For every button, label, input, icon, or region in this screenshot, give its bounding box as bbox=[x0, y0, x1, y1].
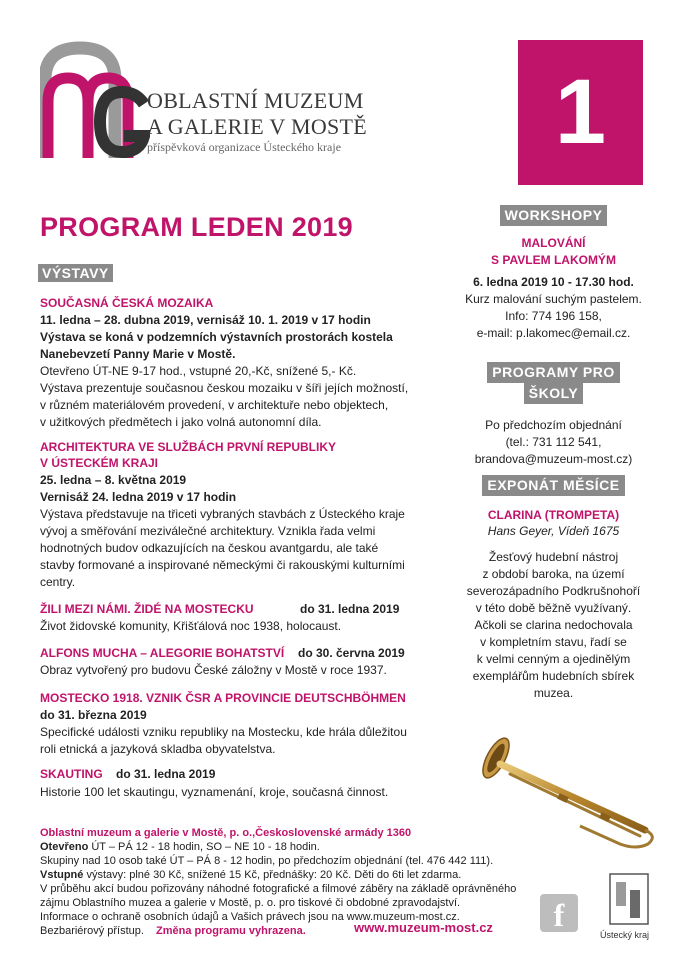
exhibit-text: Výstava představuje na třiceti vybraných stavbách z Ústeckého kraje bbox=[40, 507, 405, 521]
exponat-text: v kompletním stavu, řadí se bbox=[480, 635, 627, 649]
facebook-icon[interactable]: f bbox=[540, 894, 578, 932]
exhibit-title: V ÚSTECKÉM KRAJI bbox=[40, 456, 159, 470]
exponat-author: Hans Geyer, Vídeň 1675 bbox=[487, 524, 620, 538]
workshop-title: S PAVLEM LAKOMÝM bbox=[491, 253, 616, 267]
exponat-text: severozápadního Podkrušnohoří bbox=[466, 584, 641, 598]
exhibit-title: SOUČASNÁ ČESKÁ MOZAIKA bbox=[40, 296, 214, 310]
exhibit-title: ALFONS MUCHA – ALEGORIE BOHATSTVÍ bbox=[40, 646, 285, 660]
exhibit-date: 11. ledna – 28. dubna 2019, vernisáž 10. 1. 2019 v 17 hodin bbox=[40, 313, 371, 327]
exhibit-text: Specifické události vzniku republiky na Mostecku, kde hrála důležitou bbox=[40, 725, 407, 739]
exhibit-text: Obraz vytvořený pro budovu České záložny v Mostě v roce 1937. bbox=[40, 663, 387, 677]
workshop-title: MALOVÁNÍ bbox=[521, 236, 586, 250]
exhibit-text: v užitkových předmětech i jako volná autonomní díla. bbox=[40, 415, 322, 429]
workshop-email: e-mail: p.lakomec@email.cz. bbox=[476, 326, 631, 340]
workshop-info: Info: 774 196 158, bbox=[505, 309, 602, 323]
exhibit-title: ARCHITEKTURA VE SLUŽBÁCH PRVNÍ REPUBLIKY bbox=[40, 440, 337, 454]
exhibit-text: Otevřeno ÚT-NE 9-17 hod., vstupné 20,-Kč, snížené 5,- Kč. bbox=[40, 364, 357, 378]
ustecky-kraj-logo bbox=[608, 870, 654, 930]
exhibit-text: stavby formované a inspirované německými či rakouskými kulturními bbox=[40, 558, 405, 572]
museum-logo bbox=[40, 40, 150, 160]
exponat-text: Žesťový hudební nástroj bbox=[488, 550, 619, 564]
website-link[interactable]: www.muzeum-most.cz bbox=[354, 920, 493, 935]
page-title: PROGRAM LEDEN 2019 bbox=[40, 212, 353, 242]
exhibit-text: Život židovské komunity, Křišťálová noc 1938, holocaust. bbox=[40, 619, 342, 633]
exhibit-title: SKAUTING bbox=[40, 767, 103, 781]
schools-text: brandova@muzeum-most.cz) bbox=[474, 452, 633, 466]
exponat-text: k velmi cenným a ojedinělým bbox=[476, 652, 631, 666]
schools-text: Po předchozím objednání bbox=[485, 418, 622, 432]
exhibit-text: vývoj a směřování meziválečné architektury. Vznikla řada velmi bbox=[40, 524, 376, 538]
footer-photo: zájmu Oblastního muzea a galerie v Mostě, p. o. pro tiskové či obdobné zpravodajství. bbox=[40, 897, 461, 909]
exhibit-text: Historie 100 let skautingu, vyznamenání, kroje, současná činnost. bbox=[40, 785, 389, 799]
footer-change: Změna programu vyhrazena. bbox=[156, 925, 306, 937]
exhibit-title: MOSTECKO 1918. VZNIK ČSR A PROVINCIE DEUTSCHBÖHMEN bbox=[40, 691, 406, 705]
exhibit-title: ŽILI MEZI NÁMI. ŽIDÉ NA MOSTECKU bbox=[40, 602, 254, 616]
exponat-text: z období baroka, na území bbox=[482, 567, 625, 581]
logo-text-line1: OBLASTNÍ MUZEUM bbox=[147, 88, 364, 113]
exponat-title: CLARINA (TROMPETA) bbox=[487, 508, 620, 522]
exponat-text: exemplářům hudebních sbírek bbox=[472, 669, 635, 683]
section-header-skoly-2: ŠKOLY bbox=[524, 383, 583, 404]
exhibit-text: Nanebevzetí Panny Marie v Mostě. bbox=[40, 347, 236, 361]
exhibit-date: do 31. ledna 2019 bbox=[300, 602, 400, 616]
exhibit-text: centry. bbox=[40, 575, 76, 589]
section-header-vystavy: VÝSTAVY bbox=[38, 264, 113, 282]
footer-entry: Vstupné výstavy: plné 30 Kč, snížené 15 Kč, přednášky: 20 Kč. Děti do 6ti let zdarma. bbox=[40, 869, 462, 881]
exhibit-text: roli etnická a jazyková skladba obyvatelstva. bbox=[40, 742, 276, 756]
clarina-trumpet-image bbox=[440, 718, 660, 858]
exhibit-text: hodnotných budov odkazujících na českou avantgardu, ale také bbox=[40, 541, 379, 555]
section-header-skoly: PROGRAMY PRO bbox=[487, 362, 619, 383]
footer-photo: V průběhu akcí budou pořizovány náhodné fotografické a filmové záběry na základě oprávněného bbox=[40, 883, 517, 895]
month-number-badge: 1 bbox=[518, 40, 643, 185]
exponat-text: v této době běžně využívaný. bbox=[475, 601, 632, 615]
exhibit-text: Výstava prezentuje současnou českou mozaiku v šíři jejích možností, bbox=[40, 381, 409, 395]
exponat-text: muzea. bbox=[533, 686, 574, 700]
footer-groups: Skupiny nad 10 osob také ÚT – PÁ 8 - 12 hodin, po předchozím objednání (tel. 476 442 111). bbox=[40, 855, 494, 867]
exponat-text: Ačkoli se clarina nedochovala bbox=[474, 618, 633, 632]
workshop-date: 6. ledna 2019 10 - 17.30 hod. bbox=[473, 275, 634, 289]
footer-open: Otevřeno ÚT – PÁ 12 - 18 hodin, SO – NE 10 - 18 hodin. bbox=[40, 841, 320, 853]
footer-org: Oblastní muzeum a galerie v Mostě, p. o.,Československé armády 1360 bbox=[40, 827, 412, 839]
footer-barrier: Bezbariérový přístup. bbox=[40, 925, 144, 937]
footer-gdpr: Informace o ochraně osobních údajů a Vašich právech jsou na www.muzeum-most.cz. bbox=[40, 911, 460, 923]
logo-text-line2: A GALERIE V MOSTĚ bbox=[147, 114, 368, 139]
kraj-label: Ústecký kraj bbox=[600, 930, 650, 940]
logo-subtitle: příspěvková organizace Ústeckého kraje bbox=[147, 140, 342, 154]
exhibit-date: 25. ledna – 8. května 2019 bbox=[40, 473, 187, 487]
exhibit-date: do 31. března 2019 bbox=[40, 708, 147, 722]
exhibit-vernissage: Vernisáž 24. ledna 2019 v 17 hodin bbox=[40, 490, 237, 504]
section-header-exponat: EXPONÁT MĚSÍCE bbox=[482, 475, 624, 496]
workshop-desc: Kurz malování suchým pastelem. bbox=[465, 292, 642, 306]
exhibit-text: Výstava se koná v podzemních výstavních prostorách kostela bbox=[40, 330, 393, 344]
section-header-workshopy: WORKSHOPY bbox=[500, 205, 608, 226]
schools-text: (tel.: 731 112 541, bbox=[505, 435, 602, 449]
exhibit-text: v různém materiálovém provedení, v architektuře nebo objektech, bbox=[40, 398, 389, 412]
exhibit-date: do 31. ledna 2019 bbox=[116, 767, 216, 781]
exhibit-date: do 30. června 2019 bbox=[298, 646, 405, 660]
